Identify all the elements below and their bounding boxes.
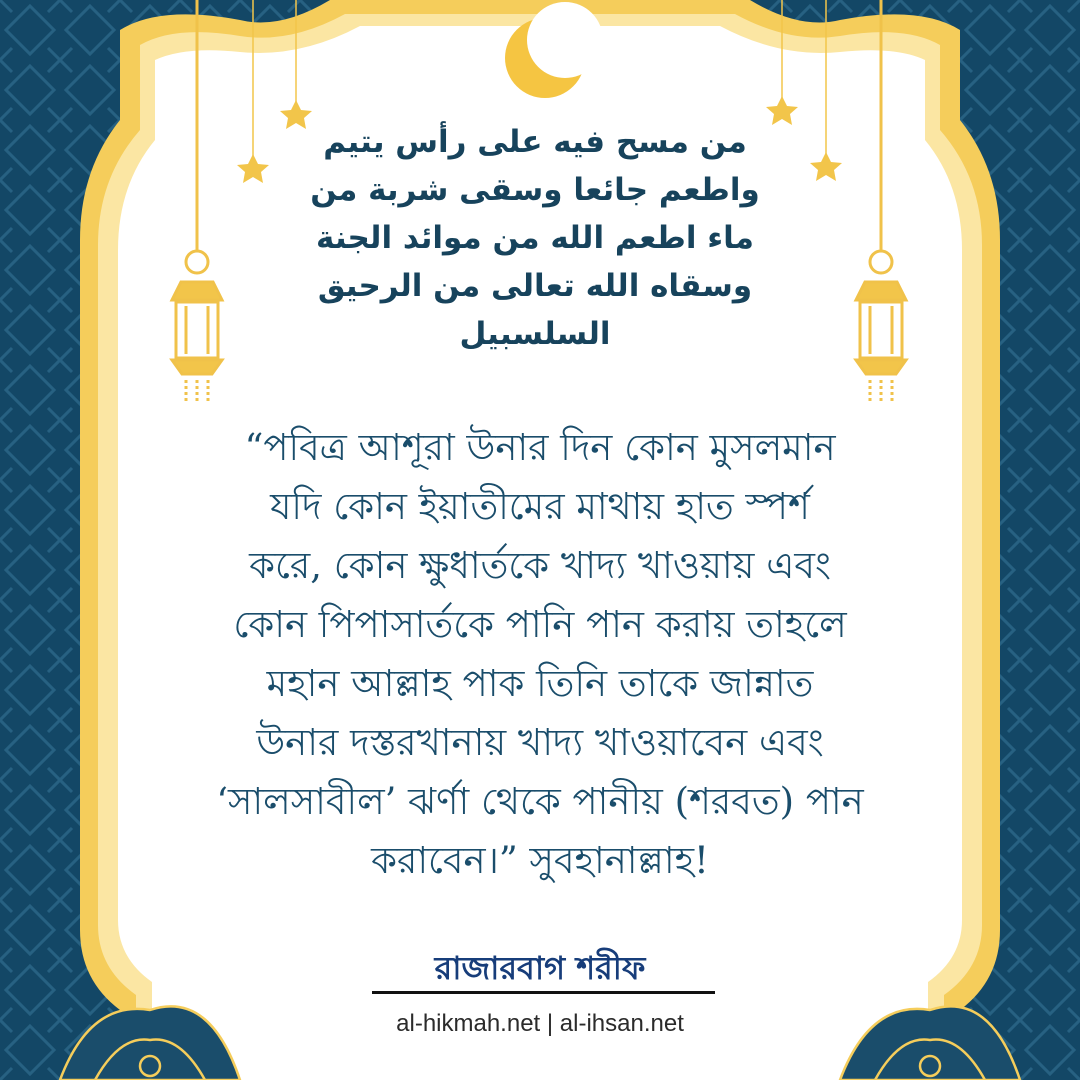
bengali-line: কোন পিপাসার্তকে পানি পান করায় তাহলে: [233, 603, 847, 646]
arabic-line: واطعم جائعا وسقى شربة من: [310, 172, 760, 208]
bengali-line: করাবেন।” সুবহানাল্লাহ!: [371, 839, 709, 882]
bengali-line: করে, কোন ক্ষুধার্তকে খাদ্য খাওয়ায় এবং: [249, 544, 831, 587]
bengali-line: “পবিত্র আশূরা উনার দিন কোন মুসলমান: [244, 426, 836, 469]
arabic-line: السلسبيل: [459, 316, 611, 352]
bengali-translation-text: [175, 418, 905, 890]
bengali-line: ‘সালসাবীল’ ঝর্ণা থেকে পানীয় (শরবত) পান: [216, 780, 864, 823]
bengali-line: যদি কোন ইয়াতীমের মাথায় হাত স্পর্শ: [270, 485, 810, 528]
bengali-line: উনার দস্তরখানায় খাদ্য খাওয়াবেন এবং: [256, 721, 824, 764]
arabic-line: من مسح فيه على رأس يتيم: [323, 124, 747, 160]
footer-divider: [372, 991, 715, 994]
arabic-line: وسقاه الله تعالى من الرحيق: [317, 268, 753, 304]
website-links: al-hikmah.net | al-ihsan.net: [396, 1010, 684, 1037]
brand-name: রাজারবাগ শরীফ: [434, 949, 646, 987]
arabic-line: ماء اطعم الله من موائد الجنة: [316, 220, 754, 256]
bengali-line: মহান আল্লাহ পাক তিনি তাকে জান্নাত: [266, 662, 814, 705]
arabic-hadith-text: [300, 118, 770, 358]
